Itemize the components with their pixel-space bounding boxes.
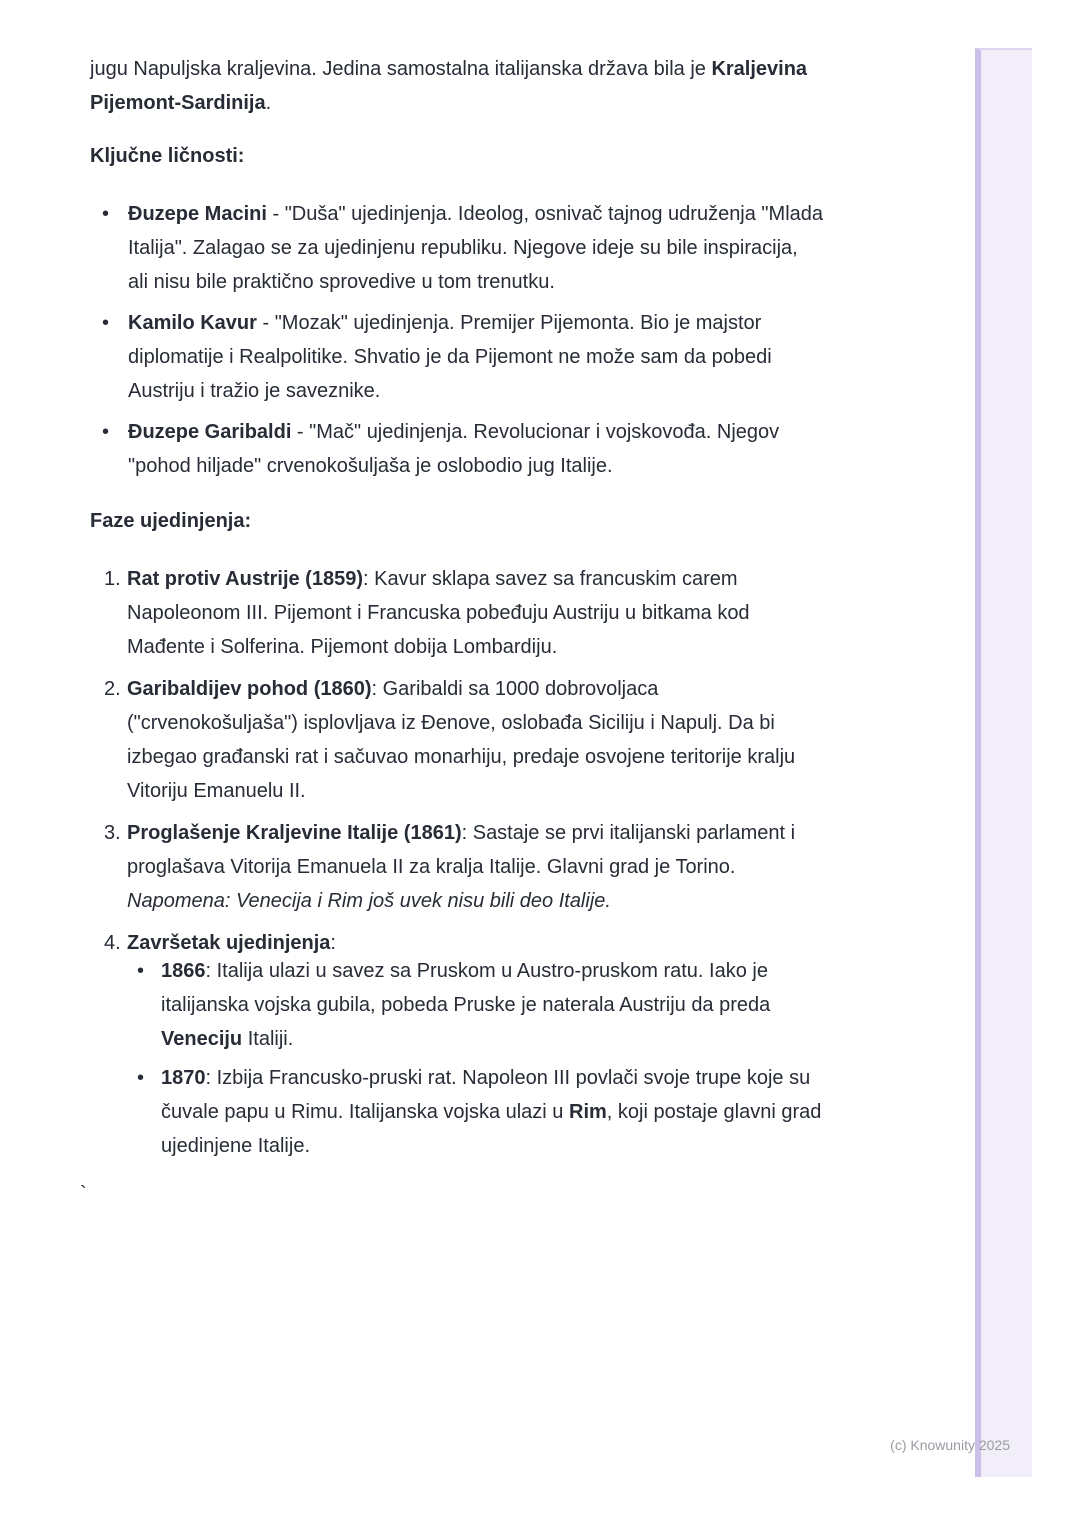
list-marker: 4. [104,932,121,954]
list-marker: • [137,1067,145,1089]
side-accent-strip [975,48,1032,1477]
list-marker: • [102,421,110,443]
text-run: : Izbija Francusko-pruski rat. Napoleon III povlači svoje trupe koje su [205,1067,811,1089]
text-run: : [330,932,336,954]
text-line [161,1061,821,1095]
text-run: Italija". Zalagao se za ujedinjenu republiku. Njegove ideje su bile inspiracija, [128,237,798,259]
list-item-text [161,1061,821,1163]
text-run: čuvale papu u Rimu. Italijanska vojska ulazi u [161,1101,569,1123]
text-run: Austriju i tražio je saveznike. [128,380,381,402]
text-run: : Sastaje se prvi italijanski parlament i [461,822,796,844]
list-item [90,562,900,664]
text-run: Italiji. [242,1028,294,1050]
list-marker: • [102,203,110,225]
text-line [128,374,772,408]
list-marker: • [102,312,110,334]
text-line [90,86,900,120]
text-line [127,706,795,740]
footer-copyright: (c) Knowunity 2025 [890,1437,1010,1453]
document-content [80,0,900,1211]
text-line [127,884,795,918]
text-line [127,672,795,706]
list-item-text [128,415,779,483]
text-line [90,52,900,86]
text-run: "pohod hiljade" crvenokošuljaša je oslobodio jug Italije. [128,455,613,477]
bold-text-run: Pijemont-Sardinija [90,92,266,114]
bullet-list [90,197,900,483]
text-line [80,1177,900,1211]
list-marker: 1. [104,568,121,590]
bold-text-run: Rat protiv Austrije (1859) [127,568,363,590]
bold-text-run: Garibaldijev pohod (1860) [127,678,372,700]
text-run: diplomatije i Realpolitike. Shvatio je da Pijemont ne može sam da pobedi [128,346,772,368]
italic-text-run: Napomena: Venecija i Rim još uvek nisu bili deo Italije. [127,890,611,912]
bold-text-run: Završetak ujedinjenja [127,932,331,954]
bold-text-run: Veneciju [161,1028,243,1050]
text-run: Mađente i Solferina. Pijemont dobija Lombardiju. [127,636,558,658]
bold-text-run: Proglašenje Kraljevine Italije (1861) [127,822,462,844]
text-line [127,850,795,884]
list-item-text [128,197,823,299]
text-run: ` [80,1183,87,1205]
text-run: : Kavur sklapa savez sa francuskim carem [363,568,738,590]
text-run: izbegao građanski rat i sačuvao monarhiju, predaje osvojene teritorije kralju [127,746,796,768]
section-heading: Faze ujedinjenja: [90,510,252,532]
bold-text-run: Kraljevina [711,58,808,80]
bold-text-run: 1870 [161,1067,206,1089]
text-line [128,231,823,265]
list-item [90,197,900,299]
text-run: , koji postaje glavni grad [606,1101,822,1123]
bold-text-run: Kamilo Kavur [128,312,257,334]
list-item [127,954,821,1056]
text-line [128,306,772,340]
text-run: italijanska vojska gubila, pobeda Pruske je naterala Austriju da preda [161,994,771,1016]
text-line [127,630,750,664]
text-run: : Italija ulazi u savez sa Pruskom u Austro-pruskom ratu. Iako je [205,960,768,982]
list-item [90,672,900,808]
text-run: - "Mozak" ujedinjenja. Premijer Pijemonta. Bio je majstor [256,312,762,334]
list-item-text [127,562,750,664]
list-marker: 3. [104,822,121,844]
text-run: - "Duša" ujedinjenja. Ideolog, osnivač tajnog udruženja "Mlada [266,203,824,225]
text-line [161,1022,770,1056]
text-run: proglašava Vitorija Emanuela II za kralja Italije. Glavni grad je Torino. [127,856,736,878]
list-item [90,816,900,918]
text-run: ("crvenokošuljaša") isplovljava iz Đenove, oslobađa Siciliju i Napulj. Da bi [127,712,775,734]
text-line [127,816,795,850]
paragraph [80,1177,900,1211]
text-line [128,449,779,483]
list-item [90,306,900,408]
list-item [90,926,900,1163]
bold-text-run: 1866 [161,960,206,982]
text-line [128,340,772,374]
list-item [127,1061,821,1163]
text-line [161,988,770,1022]
list-item-text [128,306,772,408]
text-run: Vitoriju Emanuelu II. [127,780,306,802]
text-line [161,1129,821,1163]
section-heading: Ključne ličnosti: [90,145,245,167]
text-line [161,954,770,988]
list-item-text [161,954,770,1056]
text-line [127,596,750,630]
text-run: - "Mač" ujedinjenja. Revolucionar i vojskovođa. Njegov [291,421,780,443]
text-run: ali nisu bile praktično sprovedive u tom trenutku. [128,271,555,293]
text-line [161,1095,821,1129]
text-run: Napoleonom III. Pijemont i Francuska pobeđuju Austriju u bitkama kod [127,602,750,624]
text-line [127,774,795,808]
numbered-list [90,562,900,1163]
nested-bullet-list [127,954,821,1163]
list-marker: 2. [104,678,121,700]
text-line [127,740,795,774]
bold-text-run: Rim [569,1101,607,1123]
paragraph [90,52,900,120]
list-item-text [127,926,821,1163]
bold-text-run: Đuzepe Garibaldi [128,421,292,443]
text-run: : Garibaldi sa 1000 dobrovoljaca [371,678,659,700]
text-run: . [265,92,272,114]
text-line [128,265,823,299]
list-marker: • [137,960,145,982]
text-line [128,415,779,449]
bold-text-run: Đuzepe Macini [128,203,267,225]
list-item [90,415,900,483]
text-run: jugu Napuljska kraljevina. Jedina samostalna italijanska država bila je [90,58,712,80]
text-run: ujedinjene Italije. [161,1135,310,1157]
list-item-text [127,816,795,918]
text-line [127,562,750,596]
text-line [128,197,823,231]
list-item-text [127,672,795,808]
